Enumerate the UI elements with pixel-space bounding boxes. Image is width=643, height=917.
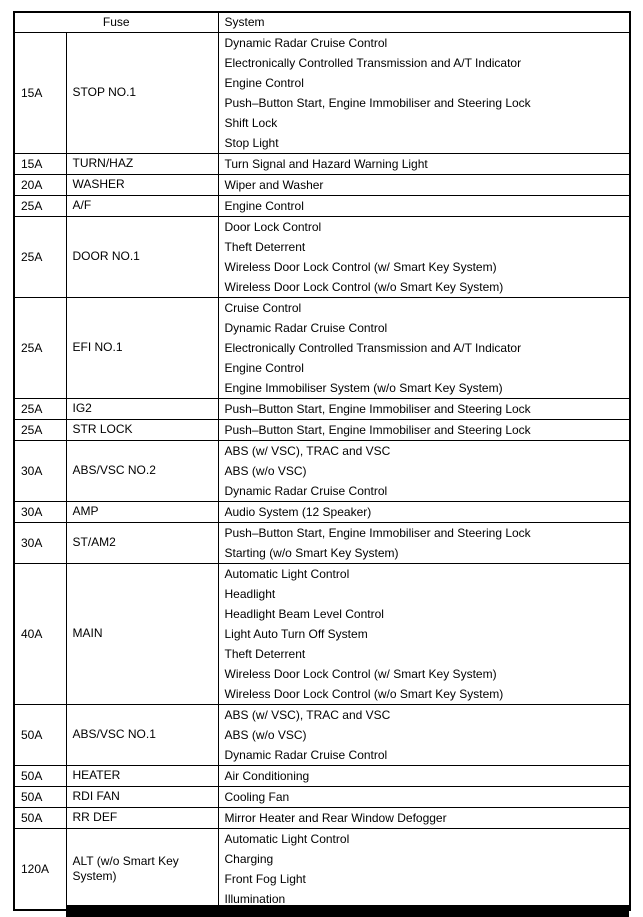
system-line: Engine Control — [224, 360, 304, 375]
fuse-row — [14, 195, 630, 216]
fuse-systems — [218, 522, 630, 563]
fuse-amperage: 25A — [14, 297, 66, 398]
bottom-black-bar — [66, 905, 629, 917]
system-line: Headlight — [224, 586, 276, 601]
system-line: Electronically Controlled Transmission and A/T Indicator — [224, 340, 522, 355]
fuse-amperage: 20A — [14, 174, 66, 195]
fuse-name: HEATER — [66, 765, 218, 786]
fuse-name: ABS/VSC NO.2 — [66, 440, 218, 501]
fuse-name: STOP NO.1 — [66, 32, 218, 153]
fuse-name: ABS/VSC NO.1 — [66, 704, 218, 765]
fuse-row — [14, 704, 630, 765]
column-header-fuse: Fuse — [14, 12, 218, 32]
system-line: Illumination — [224, 891, 286, 906]
system-line: Shift Lock — [224, 115, 278, 130]
fuse-amperage: 50A — [14, 704, 66, 765]
system-line: Electronically Controlled Transmission and A/T Indicator — [224, 55, 522, 70]
fuse-systems — [218, 32, 630, 153]
system-line: Stop Light — [224, 135, 279, 150]
fuse-row — [14, 32, 630, 153]
system-line: Wiper and Washer — [224, 177, 324, 192]
fuse-name: WASHER — [66, 174, 218, 195]
system-line: Engine Immobiliser System (w/o Smart Key System) — [224, 380, 503, 395]
table-header-row — [14, 12, 630, 32]
fuse-systems — [218, 297, 630, 398]
fuse-row — [14, 563, 630, 704]
fuse-row — [14, 807, 630, 828]
fuse-row — [14, 522, 630, 563]
fuse-amperage: 40A — [14, 563, 66, 704]
fuse-amperage: 50A — [14, 807, 66, 828]
system-line: Dynamic Radar Cruise Control — [224, 320, 388, 335]
fuse-row — [14, 440, 630, 501]
system-line: Starting (w/o Smart Key System) — [224, 545, 399, 560]
fuse-name: MAIN — [66, 563, 218, 704]
fuse-row — [14, 216, 630, 297]
system-line: Automatic Light Control — [224, 831, 350, 846]
system-line: ABS (w/ VSC), TRAC and VSC — [224, 443, 391, 458]
fuse-row — [14, 419, 630, 440]
fuse-name: AMP — [66, 501, 218, 522]
column-header-system: System — [218, 12, 630, 32]
system-line: Charging — [224, 851, 274, 866]
fuse-row — [14, 174, 630, 195]
system-line: ABS (w/o VSC) — [224, 463, 307, 478]
fuse-amperage: 25A — [14, 419, 66, 440]
fuse-amperage: 50A — [14, 765, 66, 786]
fuse-name: TURN/HAZ — [66, 153, 218, 174]
fuse-amperage: 25A — [14, 195, 66, 216]
fuse-table — [13, 11, 631, 911]
fuse-systems — [218, 704, 630, 765]
fuse-name: RDI FAN — [66, 786, 218, 807]
fuse-systems — [218, 828, 630, 910]
system-line: Wireless Door Lock Control (w/o Smart Key System) — [224, 686, 504, 701]
fuse-amperage: 50A — [14, 786, 66, 807]
system-line: Dynamic Radar Cruise Control — [224, 483, 388, 498]
fuse-systems — [218, 216, 630, 297]
system-line: Mirror Heater and Rear Window Defogger — [224, 810, 447, 825]
fuse-systems — [218, 440, 630, 501]
fuse-name: EFI NO.1 — [66, 297, 218, 398]
fuse-name: A/F — [66, 195, 218, 216]
system-line: Push–Button Start, Engine Immobiliser and Steering Lock — [224, 525, 531, 540]
fuse-row — [14, 786, 630, 807]
system-line: Air Conditioning — [224, 768, 310, 783]
system-line: Front Fog Light — [224, 871, 306, 886]
system-line: Wireless Door Lock Control (w/ Smart Key System) — [224, 259, 497, 274]
system-line: Dynamic Radar Cruise Control — [224, 35, 388, 50]
system-line: Push–Button Start, Engine Immobiliser and Steering Lock — [224, 422, 531, 437]
system-line: Theft Deterrent — [224, 646, 306, 661]
system-line: Push–Button Start, Engine Immobiliser and Steering Lock — [224, 95, 531, 110]
fuse-amperage: 15A — [14, 32, 66, 153]
fuse-name: STR LOCK — [66, 419, 218, 440]
system-line: Light Auto Turn Off System — [224, 626, 368, 641]
fuse-systems — [218, 153, 630, 174]
fuse-systems — [218, 174, 630, 195]
fuse-row — [14, 765, 630, 786]
system-line: ABS (w/ VSC), TRAC and VSC — [224, 707, 391, 722]
fuse-systems — [218, 765, 630, 786]
fuse-name: DOOR NO.1 — [66, 216, 218, 297]
system-line: Engine Control — [224, 75, 304, 90]
fuse-amperage: 30A — [14, 501, 66, 522]
fuse-systems — [218, 419, 630, 440]
fuse-amperage: 25A — [14, 216, 66, 297]
fuse-row — [14, 501, 630, 522]
fuse-systems — [218, 807, 630, 828]
fuse-name: RR DEF — [66, 807, 218, 828]
system-line: Turn Signal and Hazard Warning Light — [224, 156, 428, 171]
fuse-systems — [218, 501, 630, 522]
system-line: Door Lock Control — [224, 219, 322, 234]
fuse-systems — [218, 195, 630, 216]
fuse-amperage: 120A — [14, 828, 66, 910]
system-line: Dynamic Radar Cruise Control — [224, 747, 388, 762]
fuse-name: IG2 — [66, 398, 218, 419]
fuse-name: ST/AM2 — [66, 522, 218, 563]
fuse-systems — [218, 563, 630, 704]
fuse-row — [14, 828, 630, 910]
system-line: Push–Button Start, Engine Immobiliser and Steering Lock — [224, 401, 531, 416]
fuse-row — [14, 297, 630, 398]
fuse-amperage: 15A — [14, 153, 66, 174]
system-line: Headlight Beam Level Control — [224, 606, 384, 621]
fuse-amperage: 30A — [14, 440, 66, 501]
system-line: Wireless Door Lock Control (w/o Smart Key System) — [224, 279, 504, 294]
system-line: Theft Deterrent — [224, 239, 306, 254]
fuse-row — [14, 398, 630, 419]
system-line: Audio System (12 Speaker) — [224, 504, 372, 519]
system-line: Cruise Control — [224, 300, 302, 315]
fuse-name: ALT (w/o Smart Key System) — [66, 828, 218, 910]
fuse-amperage: 30A — [14, 522, 66, 563]
fuse-row — [14, 153, 630, 174]
system-line: ABS (w/o VSC) — [224, 727, 307, 742]
system-line: Engine Control — [224, 198, 304, 213]
fuse-systems — [218, 398, 630, 419]
fuse-amperage: 25A — [14, 398, 66, 419]
system-line: Cooling Fan — [224, 789, 290, 804]
system-line: Automatic Light Control — [224, 566, 350, 581]
system-line: Wireless Door Lock Control (w/ Smart Key System) — [224, 666, 497, 681]
fuse-systems — [218, 786, 630, 807]
